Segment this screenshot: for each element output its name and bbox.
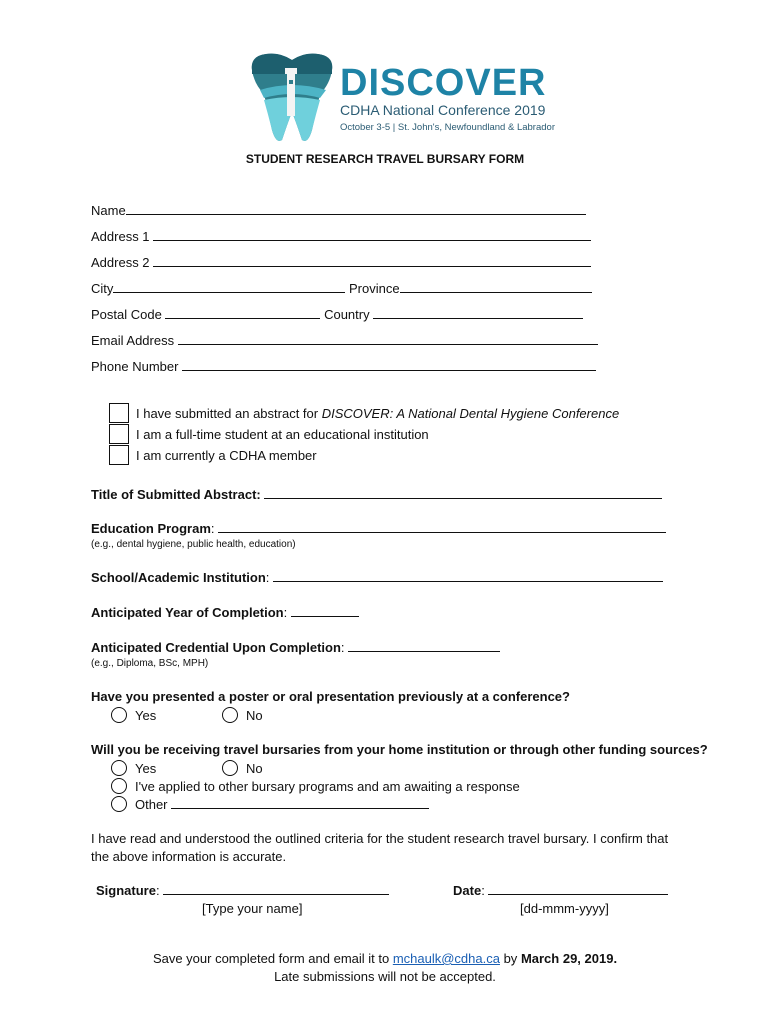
q1-yes-radio[interactable] — [111, 707, 127, 723]
signature-row — [96, 883, 389, 898]
date-colon: : — [481, 883, 485, 898]
abstract-checkbox-label — [136, 406, 619, 421]
school-label: School/Academic Institution — [91, 570, 266, 585]
q2-yes-radio[interactable] — [111, 760, 127, 776]
q2-question: Will you be receiving travel bursaries from your home institution or through other funding sources? — [91, 742, 708, 757]
deadline: March 29, 2019. — [520, 951, 618, 966]
email-row — [91, 333, 598, 348]
abstract-title-label: Title of Submitted Abstract: — [91, 487, 261, 502]
address2-input[interactable] — [153, 255, 591, 267]
address2-row — [91, 255, 591, 270]
credential-row — [91, 640, 500, 655]
address1-row — [91, 229, 591, 244]
year-label: Anticipated Year of Completion — [91, 605, 284, 620]
city-label: City — [91, 281, 114, 296]
q2-yes-option[interactable] — [111, 760, 156, 776]
conference-name: DISCOVER: A National Dental Hygiene Conference — [321, 406, 620, 421]
conference-logo — [246, 50, 555, 150]
province-label: Province — [349, 281, 400, 296]
q2-other-radio[interactable] — [111, 796, 127, 812]
date-hint: [dd-mmm-yyyy] — [520, 901, 609, 916]
year-row — [91, 605, 359, 620]
abstract-title-row — [91, 487, 662, 502]
address2-label: Address 2 — [91, 255, 150, 270]
postal-row — [91, 307, 583, 322]
footer-line-1 — [0, 951, 770, 966]
q2-other-input[interactable] — [171, 797, 429, 809]
q1-yes-label: Yes — [135, 708, 157, 723]
phone-input[interactable] — [182, 359, 596, 371]
address1-label: Address 1 — [91, 229, 150, 244]
postal-code-input[interactable] — [165, 307, 320, 319]
country-label: Country — [324, 307, 370, 322]
footer-prefix: Save your completed form and email it to — [152, 951, 393, 966]
phone-row — [91, 359, 596, 374]
year-colon: : — [283, 605, 288, 620]
email-label: Email Address — [91, 333, 175, 348]
credential-input[interactable] — [348, 640, 500, 652]
abstract-title-input[interactable] — [264, 487, 662, 499]
abstract-prefix: I have submitted an abstract for — [136, 406, 322, 421]
school-input[interactable] — [273, 570, 663, 582]
declaration-line-1: I have read and understood the outlined criteria for the student research travel bursary. I confirm that — [91, 831, 669, 846]
fulltime-checkbox-label: I am a full-time student at an educational institution — [136, 427, 429, 442]
country-input[interactable] — [373, 307, 583, 319]
q2-awaiting-label: I've applied to other bursary programs and am awaiting a response — [135, 779, 520, 794]
postal-code-label: Postal Code — [91, 307, 162, 322]
date-label: Date — [453, 883, 482, 898]
credential-label: Anticipated Credential Upon Completion — [91, 640, 341, 655]
q2-yes-label: Yes — [135, 761, 157, 776]
address1-input[interactable] — [153, 229, 591, 241]
education-input[interactable] — [218, 521, 666, 533]
q2-no-radio[interactable] — [222, 760, 238, 776]
q1-no-option[interactable] — [222, 707, 263, 723]
email-input[interactable] — [178, 333, 598, 345]
q1-no-radio[interactable] — [222, 707, 238, 723]
signature-label: Signature — [96, 883, 156, 898]
province-input[interactable] — [400, 281, 592, 293]
credential-hint: (e.g., Diploma, BSc, MPH) — [91, 658, 209, 669]
signature-colon: : — [155, 883, 160, 898]
date-row — [453, 883, 668, 898]
q2-awaiting-option[interactable] — [111, 778, 520, 794]
credential-colon: : — [340, 640, 345, 655]
q2-awaiting-radio[interactable] — [111, 778, 127, 794]
city-input[interactable] — [113, 281, 345, 293]
education-row — [91, 521, 666, 536]
year-input[interactable] — [291, 605, 359, 617]
education-label: Education Program — [91, 521, 211, 536]
school-colon: : — [265, 570, 270, 585]
footer-line-2: Late submissions will not be accepted. — [274, 969, 496, 984]
signature-input[interactable] — [163, 883, 389, 895]
q1-question: Have you presented a poster or oral presentation previously at a conference? — [91, 689, 570, 704]
logo-subtitle: CDHA National Conference 2019 — [340, 102, 546, 118]
school-row — [91, 570, 663, 585]
logo-dates: October 3-5 | St. John's, Newfoundland & Labrador — [340, 122, 555, 133]
name-label: Name — [91, 203, 126, 218]
phone-label: Phone Number — [91, 359, 179, 374]
q1-yes-option[interactable] — [111, 707, 156, 723]
abstract-checkbox[interactable] — [109, 403, 129, 423]
q1-no-label: No — [246, 708, 263, 723]
tooth-lighthouse-icon — [246, 50, 338, 146]
form-title: STUDENT RESEARCH TRAVEL BURSARY FORM — [245, 152, 525, 166]
q2-other-option[interactable] — [111, 796, 429, 812]
contact-email-link[interactable]: mchaulk@cdha.ca — [392, 951, 500, 966]
date-input[interactable] — [488, 883, 668, 895]
member-checkbox-label: I am currently a CDHA member — [136, 448, 317, 463]
signature-hint: [Type your name] — [202, 901, 303, 916]
logo-title: DISCOVER — [340, 62, 547, 104]
fulltime-checkbox[interactable] — [109, 424, 129, 444]
education-colon: : — [210, 521, 215, 536]
city-row — [91, 281, 592, 296]
q2-no-option[interactable] — [222, 760, 263, 776]
declaration-line-2: the above information is accurate. — [91, 849, 287, 864]
name-input[interactable] — [126, 203, 586, 215]
q2-no-label: No — [246, 761, 263, 776]
q2-other-label: Other — [135, 797, 168, 812]
footer-middle: by — [499, 951, 521, 966]
member-checkbox[interactable] — [109, 445, 129, 465]
name-row — [91, 203, 586, 218]
education-hint: (e.g., dental hygiene, public health, education) — [91, 539, 296, 550]
